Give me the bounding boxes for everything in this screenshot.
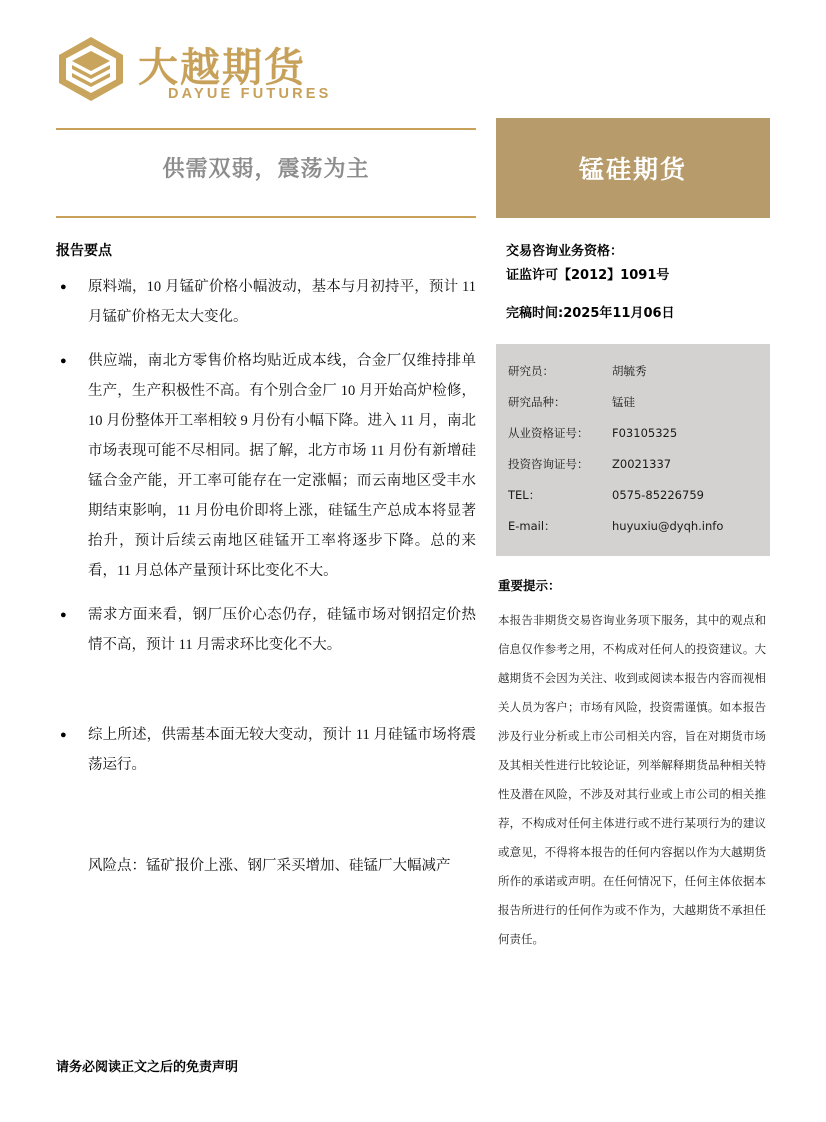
row-key: 研究品种： xyxy=(508,395,566,409)
table-row xyxy=(496,356,770,387)
diamond-cube-logo-icon xyxy=(56,34,126,104)
product-badge xyxy=(496,118,770,218)
completion-time: 完稿时间:2025年11月06日 xyxy=(506,306,675,321)
row-key: TEL： xyxy=(508,488,541,502)
title-rule-bottom xyxy=(56,216,476,218)
row-value: F03105325 xyxy=(612,426,678,440)
list-item: ● 原料端，10 月锰矿价格小幅波动，基本与月初持平，预计 11 月锰矿价格无太大变化。 xyxy=(56,272,476,332)
risk-note: 风险点：锰矿报价上涨、钢厂采买增加、硅锰厂大幅减产 xyxy=(88,858,451,874)
row-key: 投资咨询证号： xyxy=(508,457,589,471)
product-badge-label: 锰硅期货 xyxy=(578,155,687,184)
qualification-line-1: 交易咨询业务资格： xyxy=(506,244,624,259)
edge-decoration xyxy=(28,940,42,1030)
row-value: 胡毓秀 xyxy=(612,364,647,378)
table-row xyxy=(496,511,770,542)
page-title: 供需双弱，震荡为主 xyxy=(162,156,370,182)
qualification-line-2: 证监许可【2012】1091号 xyxy=(506,268,670,283)
notice-body: 本报告非期货交易咨询业务项下服务，其中的观点和信息仅作参考之用，不构成对任何人的投资建议。大越期货不会因为关注、收到或阅读本报告内容而视相关人员为客户；市场有风险，投资需谨慎。如本报告涉及行业分析或上市公司相关内容，旨在对期货市场及其相关性进行比较论证，列举解释期货品种相关特性及潜在风险，不涉及对其行业或上市公司的相关推荐，不构成对任何主体进行或不进行某项行为的建议或意见，不得将本报告的任何内容据以作为大越期货所作的承诺或声明。在任何情况下，任何主体依据本报告所进行的任何作为或不作为，大越期货不承担任何责任。 xyxy=(498,613,766,946)
row-key: 研究员： xyxy=(508,364,554,378)
disclaimer-footer: 请务必阅读正文之后的免责声明 xyxy=(56,1060,239,1075)
table-row xyxy=(496,387,770,418)
list-item: ● 供应端，南北方零售价格均贴近成本线，合金厂仅维持排单生产，生产积极性不高。有个别合金厂 10 月开始高炉检修，10 月份整体开工率相较 9 月份有小幅下降。进入 11 月，南北市场表现可能不尽相同。据了解，北方市场 11 月份有新增硅锰合金产能，开工率可能存在一定涨幅；而云南地区受丰水期结束影响，11 月份电价即将上涨，硅锰生产总成本将显著抬升，预计后续云南地区硅锰开工率将逐步下降。总的来看，11 月总体产量预计环比变化不大。 xyxy=(56,346,476,586)
report-bullet-list xyxy=(56,272,476,794)
notice-title: 重要提示： xyxy=(498,578,561,593)
company-logo xyxy=(56,30,356,112)
table-row xyxy=(496,449,770,480)
row-value[interactable]: huyuxiu@dyqh.info xyxy=(612,519,724,533)
row-key: 从业资格证号： xyxy=(508,426,589,440)
analyst-info-table xyxy=(496,344,770,556)
row-key: E-mail： xyxy=(508,519,556,533)
qualification-block xyxy=(496,240,770,326)
row-value: Z0021337 xyxy=(612,457,672,471)
list-item: ● 综上所述，供需基本面无较大变动，预计 11 月硅锰市场将震荡运行。 xyxy=(56,720,476,780)
title-rule-top xyxy=(56,128,476,130)
row-value: 锰硅 xyxy=(612,395,635,409)
sidebar xyxy=(496,240,770,954)
row-value: 0575-85226759 xyxy=(612,488,704,502)
table-row xyxy=(496,480,770,511)
logo-text-en: DAYUE FUTURES xyxy=(168,86,332,102)
logo-text-cn: 大越期货 xyxy=(138,45,306,91)
list-item: ● 需求方面来看，钢厂压价心态仍存，硅锰市场对钢招定价热情不高，预计 11 月需求环比变化不大。 xyxy=(56,600,476,660)
table-row xyxy=(496,418,770,449)
section-heading: 报告要点 xyxy=(56,243,112,259)
